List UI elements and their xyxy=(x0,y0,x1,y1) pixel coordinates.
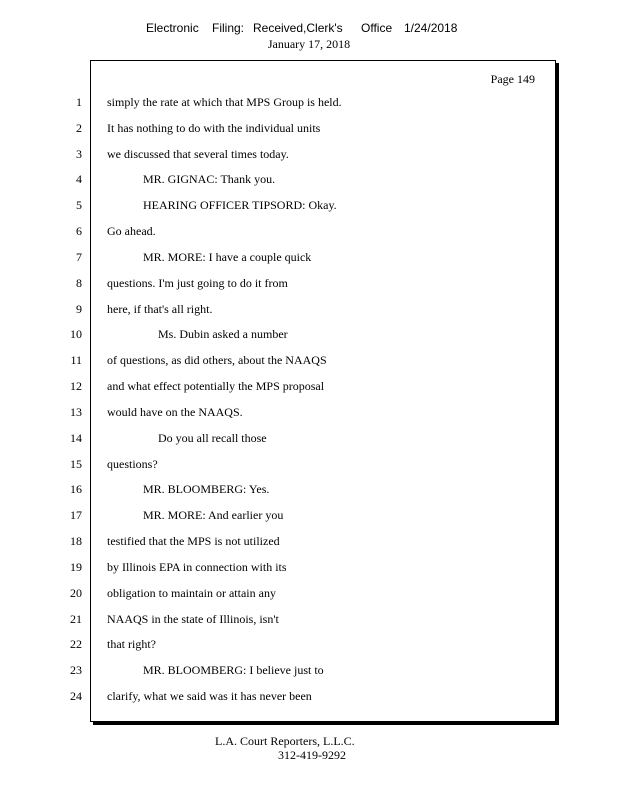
transcript-line: Go ahead. xyxy=(107,224,156,238)
line-number: 8 xyxy=(76,276,82,290)
line-number: 19 xyxy=(70,560,82,574)
line-number: 2 xyxy=(76,121,82,135)
line-number: 20 xyxy=(70,586,82,600)
line-number: 3 xyxy=(76,147,82,161)
stamp-word: Electronic xyxy=(146,21,199,35)
transcript-line: MR. BLOOMBERG: I believe just to xyxy=(143,663,324,677)
stamp-word: Received,Clerk's xyxy=(253,21,343,35)
transcript-line: questions. I'm just going to do it from xyxy=(107,276,288,290)
line-number: 16 xyxy=(70,482,82,496)
transcript-line: simply the rate at which that MPS Group is held. xyxy=(107,95,342,109)
transcript-line: obligation to maintain or attain any xyxy=(107,586,276,600)
line-number: 21 xyxy=(70,612,82,626)
transcript-line: testified that the MPS is not utilized xyxy=(107,534,280,548)
transcript-line: NAAQS in the state of Illinois, isn't xyxy=(107,612,279,626)
line-number: 14 xyxy=(70,431,82,445)
transcript-line: here, if that's all right. xyxy=(107,302,213,316)
transcript-line: and what effect potentially the MPS proposal xyxy=(107,379,325,393)
transcript-line: MR. GIGNAC: Thank you. xyxy=(143,172,276,186)
transcript-line: Do you all recall those xyxy=(158,431,267,445)
line-number: 18 xyxy=(70,534,82,548)
line-number: 1 xyxy=(76,95,82,109)
transcript-line: would have on the NAAQS. xyxy=(107,405,243,419)
line-number: 24 xyxy=(70,689,82,703)
stamp-word: Office xyxy=(361,21,393,35)
line-number: 6 xyxy=(76,224,82,238)
transcript-line: of questions, as did others, about the NAAQS xyxy=(107,353,327,367)
line-number: 10 xyxy=(70,327,82,341)
stamp-word: Filing: xyxy=(212,21,245,35)
line-number: 4 xyxy=(76,172,82,186)
line-number: 23 xyxy=(70,663,82,677)
transcript-line: clarify, what we said was it has never been xyxy=(107,689,312,703)
transcript-line: MR. MORE: I have a couple quick xyxy=(143,250,312,264)
transcript-line: MR. MORE: And earlier you xyxy=(143,508,284,522)
transcript-line: questions? xyxy=(107,457,158,471)
court-reporter-name: L.A. Court Reporters, L.L.C. xyxy=(215,734,355,748)
line-number: 17 xyxy=(70,508,82,522)
line-number: 12 xyxy=(70,379,82,393)
transcript-line: HEARING OFFICER TIPSORD: Okay. xyxy=(143,198,337,212)
line-number: 9 xyxy=(76,302,82,316)
line-number: 13 xyxy=(70,405,82,419)
transcript-line: we discussed that several times today. xyxy=(107,147,289,161)
transcript-line: by Illinois EPA in connection with its xyxy=(107,560,287,574)
transcript-line: Ms. Dubin asked a number xyxy=(158,327,288,341)
page-number: Page 149 xyxy=(490,72,535,86)
court-reporter-phone: 312-419-9292 xyxy=(278,748,346,762)
line-number: 5 xyxy=(76,198,82,212)
line-number: 11 xyxy=(70,353,82,367)
transcript-line: MR. BLOOMBERG: Yes. xyxy=(143,482,270,496)
transcript-line: It has nothing to do with the individual units xyxy=(107,121,321,135)
hearing-date: January 17, 2018 xyxy=(267,37,351,51)
transcript-line: that right? xyxy=(107,637,156,651)
line-number: 7 xyxy=(76,250,82,264)
line-number: 15 xyxy=(70,457,82,471)
line-number: 22 xyxy=(70,637,82,651)
stamp-word: 1/24/2018 xyxy=(404,21,458,35)
